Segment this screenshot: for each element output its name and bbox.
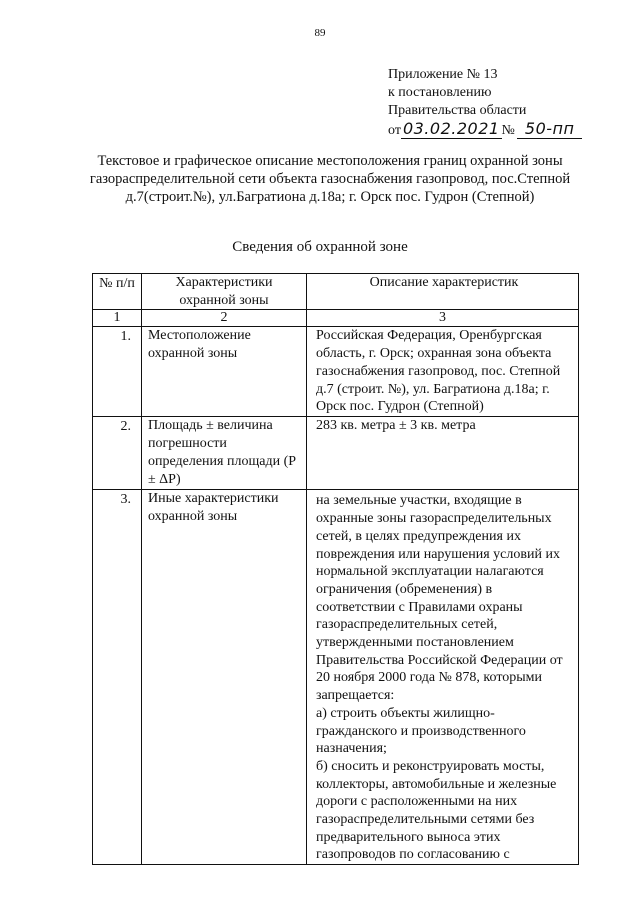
row-characteristic: Иные характеристики охранной зоны [142, 490, 307, 865]
header-num: № п/п [93, 274, 142, 310]
number-sign: № [501, 123, 515, 138]
annex-line-resolution: к постановлению [388, 85, 492, 100]
table-header-row [93, 274, 579, 310]
annex-date-line [388, 120, 582, 140]
column-number-row [93, 310, 579, 327]
annex-title: Приложение № 13 [388, 67, 498, 82]
annex-line-government: Правительства области [388, 103, 527, 118]
row-characteristic: Площадь ± величина погрешности определения площади (Р ± ΔР) [142, 417, 307, 490]
header-description: Описание характеристик [307, 274, 579, 310]
protection-zone-table [92, 273, 579, 865]
col-number-2: 2 [142, 310, 307, 327]
restriction-item-b: б) сносить и реконструировать мосты, коллекторы, автомобильные и железные дороги с расположенными на них газораспределительными сетями без предварительного выноса этих газопроводов по согласованию с [316, 758, 557, 863]
section-subtitle: Сведения об охранной зоне [232, 239, 408, 255]
row-description: Российская Федерация, Оренбургская область, г. Орск; охранная зона объекта газоснабжения газопровод, пос. Степной д.7 (строит. №), ул. Багратиона д.18а; г. Орск пос. Гудрон (Степной) [307, 327, 579, 417]
restriction-item-a: а) строить объекты жилищно-гражданского и производственного назначения; [316, 705, 526, 757]
annex-block [388, 66, 582, 140]
handwritten-number: 50-пп [517, 120, 583, 139]
row-description-cell [307, 490, 579, 865]
row-description: 283 кв. метра ± 3 кв. метра [307, 417, 579, 490]
handwritten-date: 03.02.2021 [402, 119, 500, 138]
col-number-3: 3 [307, 310, 579, 327]
document-title: Текстовое и графическое описание местоположения границ охранной зоны газораспределительной сети объекта газоснабжения газопровод, пос.Степной д.7(строит.№), ул.Багратиона д.18а; г. Орск пос. Гудрон (Степной) [89, 153, 571, 205]
row-number: 3. [93, 490, 142, 865]
date-prefix: от [388, 123, 401, 138]
col-number-1: 1 [93, 310, 142, 327]
table-row [93, 327, 579, 417]
row-characteristic: Местоположение охранной зоны [142, 327, 307, 417]
table-row [93, 490, 579, 865]
row-number: 1. [93, 327, 142, 417]
table-row [93, 417, 579, 490]
page-number: 89 [314, 27, 326, 39]
row-number: 2. [93, 417, 142, 490]
row-description: на земельные участки, входящие в охранные зоны газораспределительных сетей, в целях предупреждения их повреждения или нарушения условий их нормальной эксплуатации налагаются ограничения (обременения) в соответствии с Правилами охраны газораспределительных сетей, утвержденными постановлением Правительства Российской Федерации от 20 ноября 2000 года № 878, которыми запрещается: [316, 493, 563, 704]
header-characteristics: Характеристики охранной зоны [142, 274, 307, 310]
